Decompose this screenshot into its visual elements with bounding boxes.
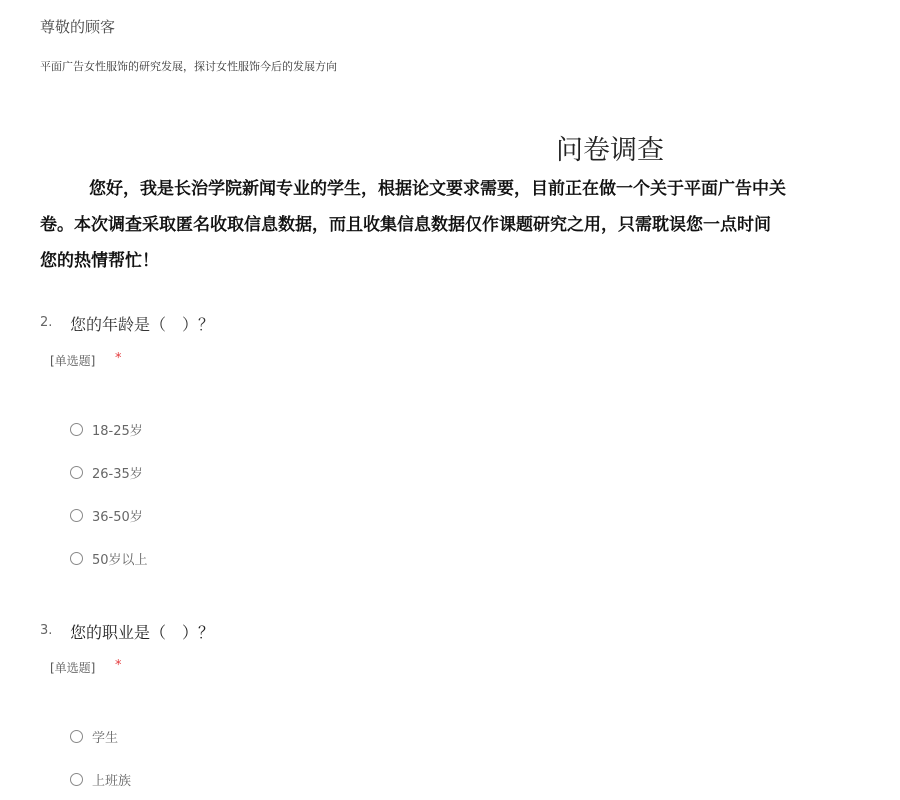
option-label[interactable]: 26-35岁 (92, 466, 143, 482)
option-26-35[interactable] (70, 462, 143, 482)
question-type-label: [单选题] (50, 354, 96, 368)
required-mark: * (115, 658, 122, 673)
option-office-worker[interactable] (70, 769, 131, 789)
option-student[interactable] (70, 726, 118, 746)
radio-button[interactable] (70, 552, 83, 565)
intro-line-3: 您的热情帮忙！ (40, 251, 159, 271)
question-title: 您的年龄是（ ）？ (70, 315, 215, 334)
option-label[interactable]: 学生 (92, 730, 119, 746)
survey-title: 问卷调查 (556, 135, 664, 166)
radio-button[interactable] (70, 466, 83, 479)
option-18-25[interactable] (70, 419, 143, 439)
question-title: 您的职业是（ ）？ (70, 623, 215, 642)
radio-button[interactable] (70, 509, 83, 522)
radio-button[interactable] (70, 773, 83, 786)
option-label[interactable]: 50岁以上 (92, 552, 148, 568)
option-36-50[interactable] (70, 505, 143, 525)
required-mark: * (115, 351, 122, 366)
radio-button[interactable] (70, 730, 83, 743)
radio-button[interactable] (70, 423, 83, 436)
option-50-plus[interactable] (70, 548, 148, 568)
option-label[interactable]: 18-25岁 (92, 423, 143, 439)
question-number: 3. (40, 623, 53, 638)
option-label[interactable]: 36-50岁 (92, 509, 143, 525)
greeting-text: 尊敬的顾客 (40, 18, 116, 36)
survey-subtitle: 平面广告女性服饰的研究发展，探讨女性服饰今后的发展方向 (40, 60, 337, 73)
intro-line-2: 卷。本次调查采取匿名收取信息数据，而且收集信息数据仅作课题研究之用，只需耽误您一点时间 (40, 215, 771, 235)
option-label[interactable]: 上班族 (92, 773, 132, 789)
question-type-label: [单选题] (50, 661, 96, 675)
intro-line-1: 您好，我是长治学院新闻专业的学生，根据论文要求需要，目前正在做一个关于平面广告中关 (89, 179, 786, 199)
question-number: 2. (40, 315, 53, 330)
